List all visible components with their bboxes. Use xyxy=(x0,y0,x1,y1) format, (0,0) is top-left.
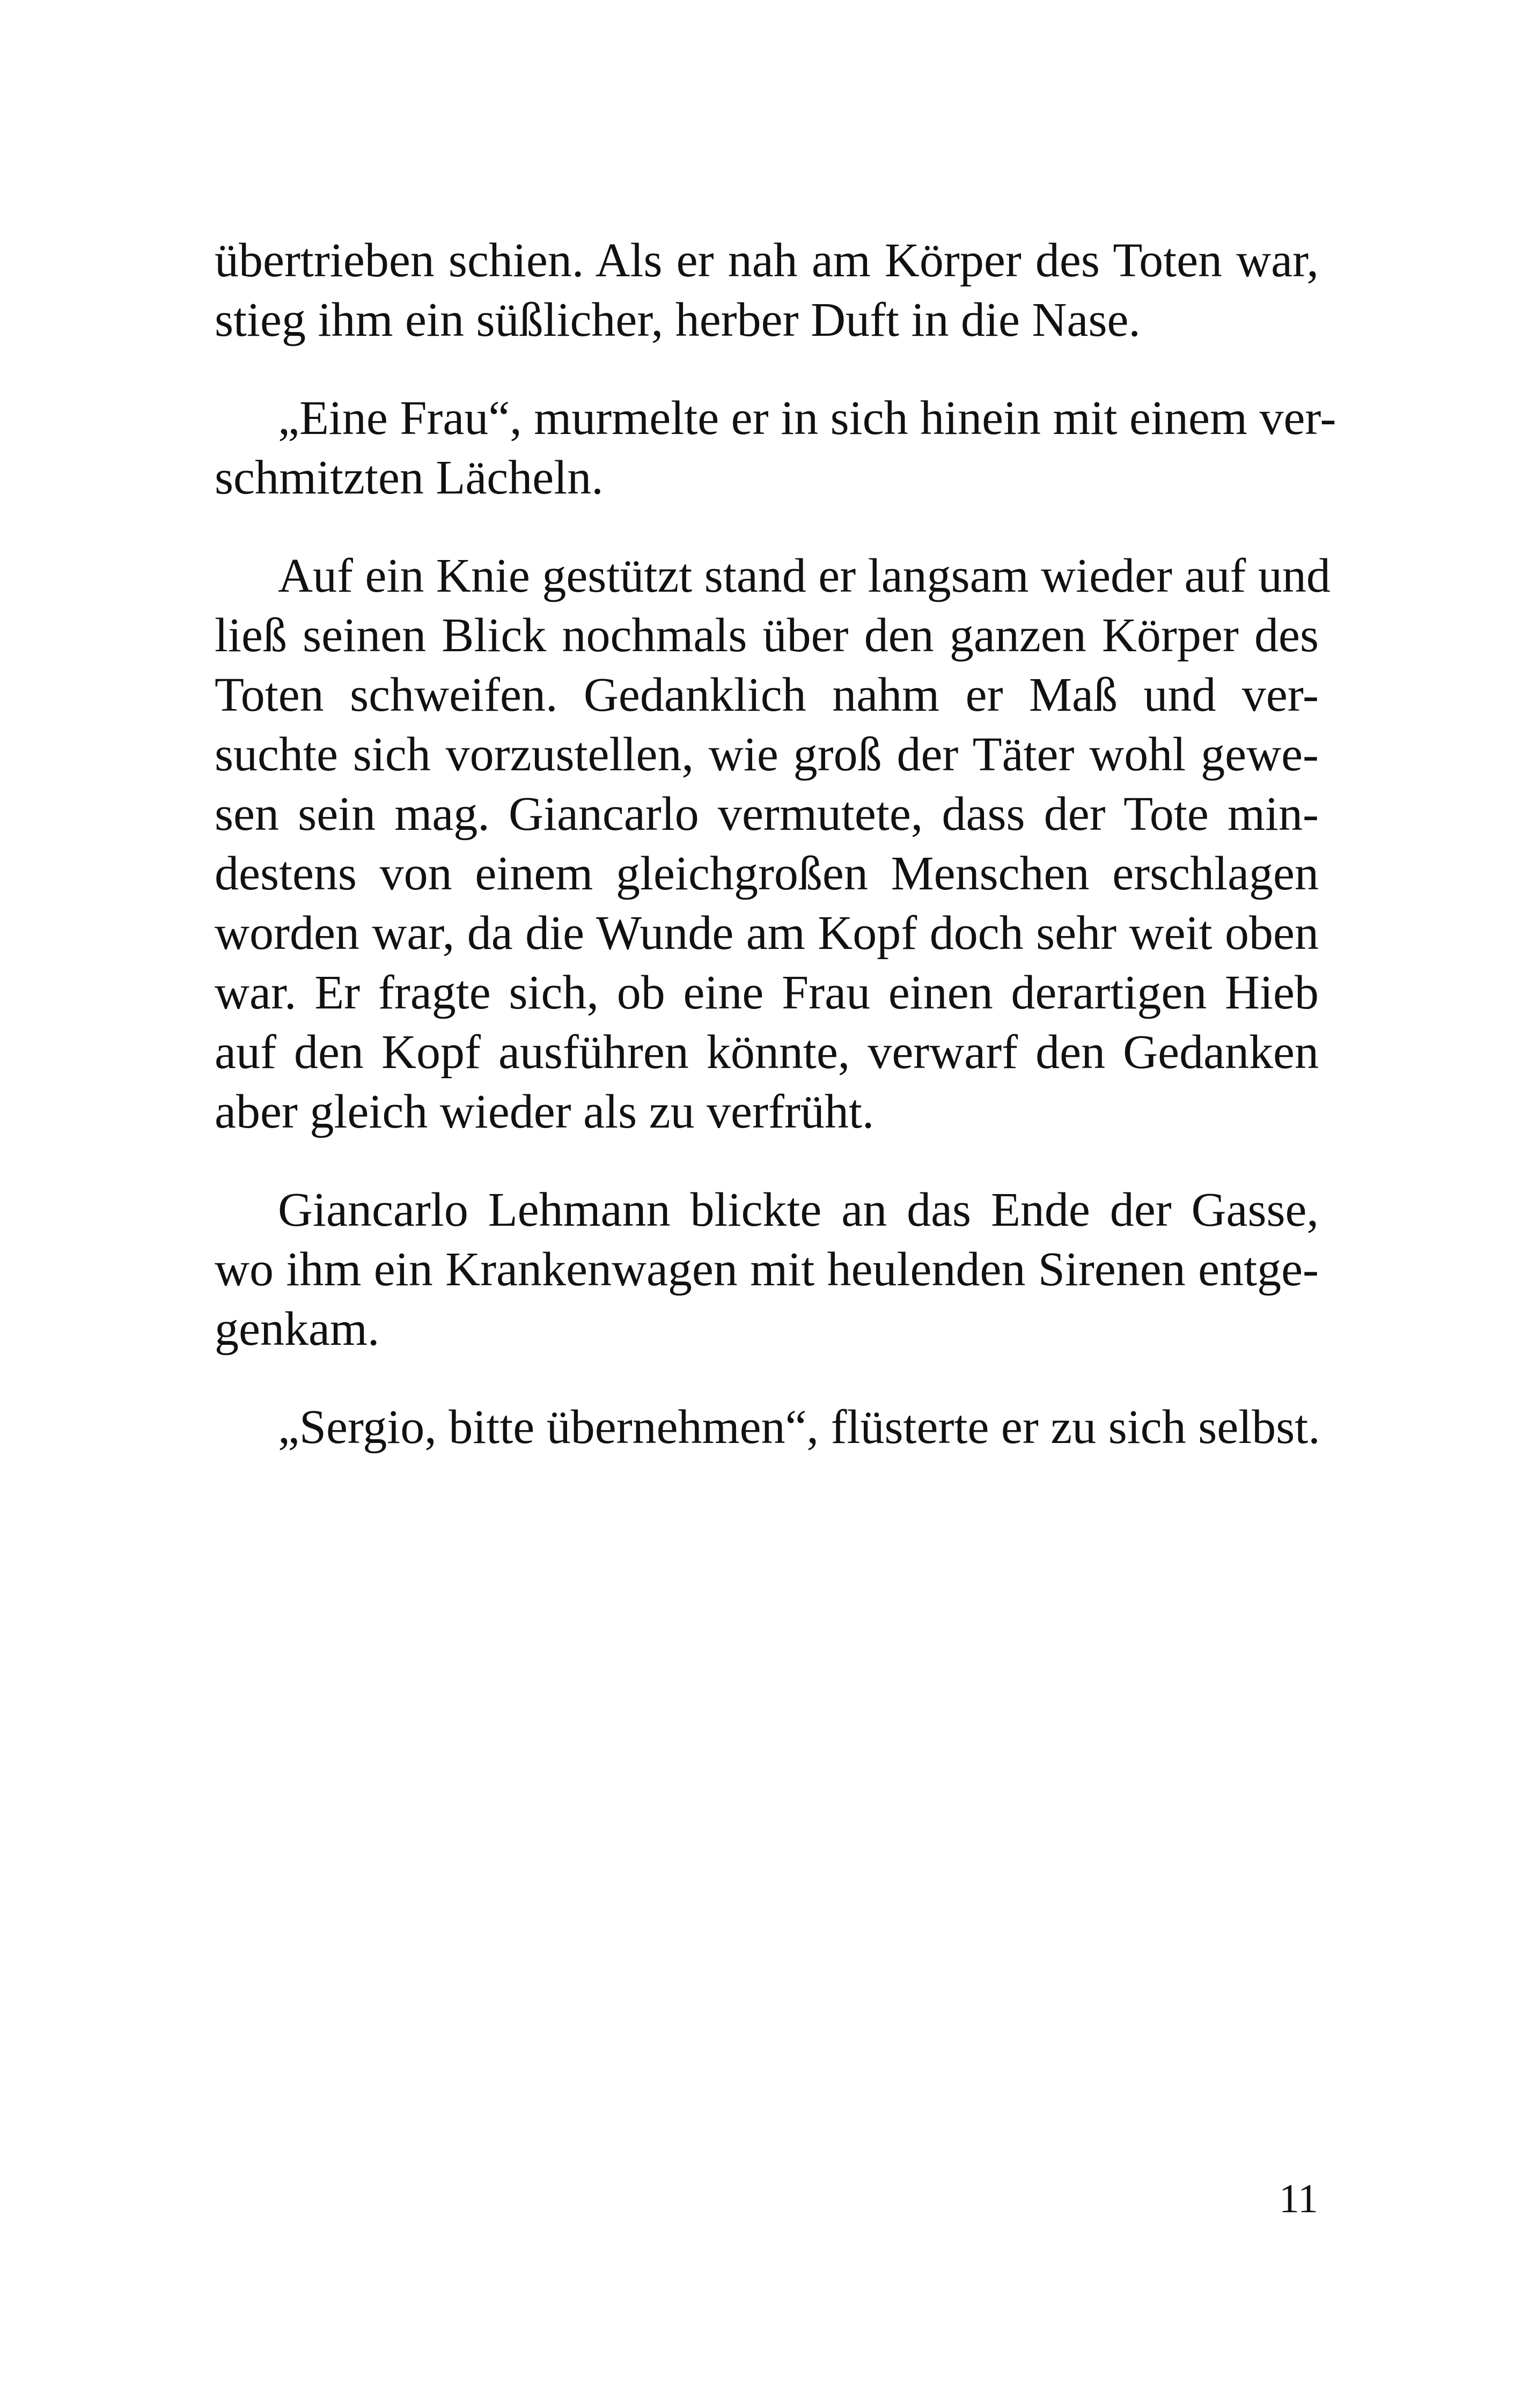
paragraph xyxy=(215,546,1331,1142)
paragraph xyxy=(215,1180,1319,1359)
text-line: genkam. xyxy=(215,1302,380,1356)
text-line: Auf ein Knie gestützt stand er langsam wieder auf und xyxy=(278,549,1331,602)
page-number: 11 xyxy=(1278,2176,1318,2221)
page-body xyxy=(215,231,1336,1496)
text-line: wo ihm ein Krankenwagen mit heulenden Sirenen entge- xyxy=(215,1243,1319,1296)
text-line: übertrieben schien. Als er nah am Körper des Toten war, xyxy=(215,234,1319,287)
text-line: Toten schweifen. Gedanklich nahm er Maß und ver- xyxy=(215,668,1319,721)
text-line: war. Er fragte sich, ob eine Frau einen derartigen Hieb xyxy=(215,966,1319,1019)
paragraph xyxy=(215,388,1336,507)
text-line: suchte sich vorzustellen, wie groß der Täter wohl gewe- xyxy=(215,728,1319,781)
paragraph xyxy=(215,231,1319,350)
text-line: aber gleich wieder als zu verfrüht. xyxy=(215,1085,875,1138)
text-line: sen sein mag. Giancarlo vermutete, dass der Tote min- xyxy=(215,787,1319,841)
text-line: worden war, da die Wunde am Kopf doch sehr weit oben xyxy=(215,907,1319,960)
text-line: destens von einem gleichgroßen Menschen erschlagen xyxy=(215,847,1319,900)
text-line: „Sergio, bitte übernehmen“, flüsterte er zu sich selbst. xyxy=(278,1401,1320,1454)
text-line: Giancarlo Lehmann blickte an das Ende der Gasse, xyxy=(278,1183,1319,1236)
text-line: stieg ihm ein süßlicher, herber Duft in die Nase. xyxy=(215,293,1141,347)
text-line: schmitzten Lächeln. xyxy=(215,451,604,504)
text-line: auf den Kopf ausführen könnte, verwarf den Gedanken xyxy=(215,1026,1319,1079)
text-line: „Eine Frau“, murmelte er in sich hinein mit einem ver- xyxy=(278,392,1336,445)
text-line: ließ seinen Blick nochmals über den ganzen Körper des xyxy=(215,609,1319,662)
paragraph xyxy=(215,1397,1319,1457)
